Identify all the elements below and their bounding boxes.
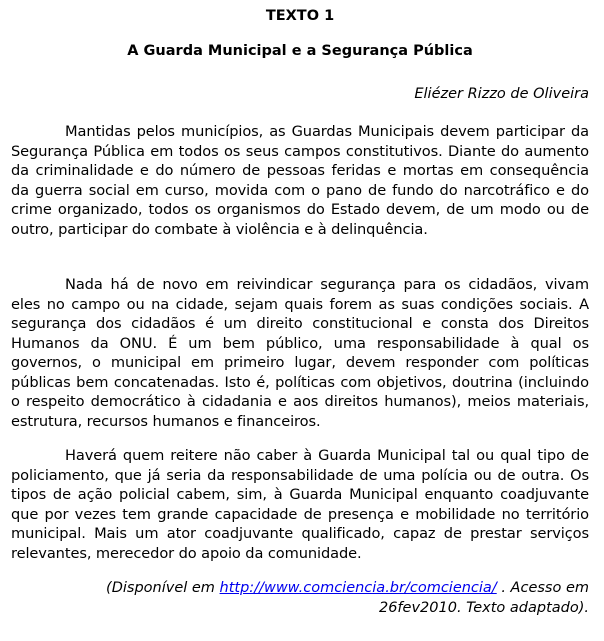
source-suffix: . Acesso em 26fev2010. Texto adaptado). (378, 580, 589, 616)
source-link[interactable]: http://www.comciencia.br/comciencia/ (219, 580, 497, 596)
text-label: TEXTO 1 (265, 8, 335, 24)
paragraph-3: Haverá quem reitere não caber à Guarda Municipal tal ou qual tipo de policiamento, que já seria da responsabilidade de uma polícia ou de outra. Os tipos de ação policial cabem, sim, à Guarda Municipal enquanto coadjuvante que por vezes tem grande capacidade de presença e mobilidade no território municipal. Mais um ator coadjuvante qualificado, capaz de prestar serviços relevantes, merecedor do apoio da comunidade. (11, 447, 589, 562)
paragraph-1: Mantidas pelos municípios, as Guardas Municipais devem participar da Segurança Pública em todos os seus campos constitutivos. Diante do aumento da criminalidade e do número de pessoas feridas e mortas em consequência da guerra social em curso, movida com o pano de fundo do narcotráfico e do crime organizado, todos os organismos do Estado devem, de um modo ou de outro, participar do combate à violência e à delinquência. (11, 123, 589, 238)
document-title: A Guarda Municipal e a Segurança Pública (127, 43, 473, 59)
author-name: Eliézer Rizzo de Oliveira (414, 86, 589, 102)
paragraph-2: Nada há de novo em reivindicar segurança para os cidadãos, vivam eles no campo ou na cidade, sejam quais forem as suas condições sociais. A segurança dos cidadãos é um direito constitucional e consta dos Direitos Humanos da ONU. É um bem público, uma responsabilidade à qual os governos, o municipal em primeiro lugar, devem responder com políticas públicas bem concatenadas. Isto é, políticas com objetivos, doutrina (incluindo o respeito democrático à cidadania e aos direitos humanos), meios materiais, estrutura, recursos humanos e financeiros. (11, 276, 589, 430)
source-prefix: (Disponível em (106, 580, 220, 596)
source-citation (49, 578, 589, 618)
